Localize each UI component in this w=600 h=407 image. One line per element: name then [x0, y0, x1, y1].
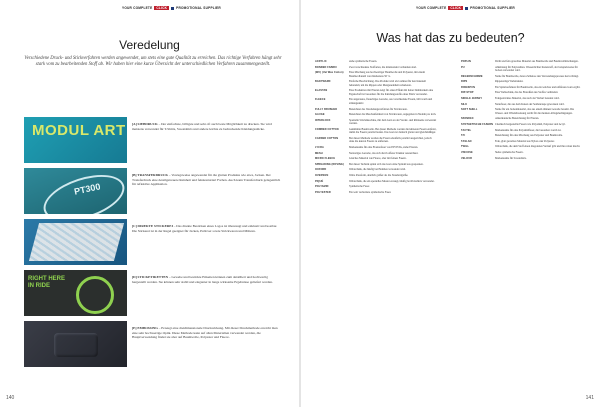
glossary-term: FLEECE	[315, 98, 326, 102]
header-post: PROMOTIONAL SUPPLIER	[470, 6, 515, 10]
glossary-definition: Webtechnik, die häufig bei Hemden verwendet wird.	[349, 168, 406, 172]
intro-text: Verschiedene Druck- und Stickverfahren werden angewendet, um stets eine gute Qualität zu erreichen. Das richtige Verfahren hängt sehr stark vom zu bearbeitenden Stoff ab. Wir haben hier eine kurze Übersicht der unterschiedlichen Verfahren zusammengestellt.	[24, 56, 282, 68]
glossary-term: OXFORD	[315, 168, 327, 172]
glossary-definition: Eine Mischung aus hochwertiger Baumwolle und Polyester, mit einem Baumwollanteil von mindestens 50 %.	[349, 71, 425, 78]
product-desc-e: [E] EMBOSSING – Erzeugt eine dreidimensionale Druckwirkung. Mit dieser Druckmethode erreicht man eine sehr hochwertige Optik. Diese Methode kann auf allen Materialien verwendet werden, die Hauptverwendung findet sie aber auf Baumwolle, Polyester und Fleece.	[132, 326, 278, 340]
glossary-term: REGENSCHIRME	[461, 74, 483, 78]
glossary-definition: Webtechnik, die ein spezielles Muster erzeugt, häufig bei Poloshirts verwendet.	[349, 179, 435, 183]
glossary-definition: Gleiches Material wie Fleece, aber mit feinen Fasern.	[349, 157, 407, 161]
glossary-entry	[461, 108, 583, 115]
glossary-entry	[315, 191, 437, 195]
glossary-entry	[461, 117, 583, 121]
glossary-term: ACRYLIC	[315, 60, 327, 63]
glossary-term: POLYAMID	[315, 185, 329, 189]
glossary-entry	[461, 66, 583, 73]
glossary-entry	[315, 168, 437, 172]
glossary-term: RINGSPUN	[461, 85, 475, 89]
header-tag: CLICK	[450, 6, 462, 10]
glossary-term: COMBED COTTON	[315, 127, 339, 131]
product-desc-b: [B] TRANSFERDRUCK – Vorzugsweise angewendet für die glatten Produkte wie etwa, Jacken. Der Transferdruck eine detailgetreuere Reinheit und feinkonturiert Farben. Auch kann Transferdruck gelegentlich für reflektive Applikation.	[132, 173, 281, 187]
glossary-term: SPANDEX	[461, 117, 474, 121]
glossary-term: POPLIN	[461, 60, 471, 63]
sticketiketten-print: RIGHT HERE IN RIDE	[28, 276, 66, 289]
glossary-definition: Einfache Beschichtung. Das Produkt wird als Laminat für den Innenteil behandelt, um die Rippen oder Mengeneinheit reduzieren.	[349, 80, 427, 87]
glossary-definition: Zwei verschiedene Stoffarten, die miteinander verbunden sind.	[349, 65, 417, 69]
product-desc-a: [A] SIEBDRUCK – Der einfachste, billigste und sehr oft auch beste Möglichkeit zu drucken. Sie wird meistens verwendet für T-Shirts, Sweatshirts und andere leichte zu bedruckende Kleidungsstücke.	[132, 122, 272, 131]
product-item-c	[24, 219, 282, 265]
glossary-definition: Markenname für eine Polyamidfaser, die besonders weich ist.	[495, 128, 562, 132]
glossary-entry	[315, 128, 437, 135]
product-item-e	[24, 321, 282, 367]
glossary-entry	[461, 86, 583, 90]
glossary-entry	[461, 80, 583, 84]
header-bar	[122, 6, 221, 10]
stickerei-image	[24, 219, 127, 265]
glossary-definition: Webtechnik, die dem Stoff einen diagonalen Verlauf gibt und ihn robust macht.	[495, 145, 581, 149]
glossary-definition: Feingestricktes Material, das nach der Webart benannt wird.	[495, 97, 560, 101]
glossary-definition: Bezeichnet das Veredelungsverfahren für Strickwaren.	[349, 107, 408, 111]
page-number-left: 140	[6, 395, 15, 401]
glossary-entry	[461, 91, 583, 95]
glossary-entry	[461, 145, 583, 149]
header-pre: YOUR COMPLETE	[122, 6, 153, 10]
glossary-column-1	[315, 60, 437, 196]
header-bar-right	[416, 6, 515, 10]
embossing-image	[24, 321, 127, 367]
glossary-entry	[315, 180, 437, 184]
glossary-term: LYCRA	[315, 146, 324, 150]
transferdruck-print: PT300	[73, 181, 102, 197]
glossary-term: ELASTAN	[315, 89, 328, 93]
glossary-term: FULLY BRUSHED	[315, 107, 338, 111]
glossary-term: (WC) (Vat Wax Cotton)	[315, 71, 344, 75]
product-item-b	[24, 168, 282, 214]
glossary-definition: Name für ein Jackenmaterial, das aus einem dünnen Gewebe besteht. Die Wasser- und Windabweisung reicht für die meisten Alltagsbedingungen.	[495, 108, 574, 115]
glossary-entry	[315, 108, 437, 112]
glossary-entry	[461, 140, 583, 144]
glossary-entry	[461, 151, 583, 155]
glossary-entry	[461, 157, 583, 161]
glossary-entry	[315, 98, 437, 105]
glossary-definition: Markenname für eine Elastanfaser von INVISTA, siehe Elastan.	[349, 146, 418, 150]
glossary-column-2	[461, 60, 583, 162]
glossary-entry	[315, 60, 437, 64]
product-desc-d: [D] STICKETIKETTEN – Gewebe und bestickte Etiketten können zum detailliert und hochwertig hergestellt werden. Sie können sehr stabil und eleganter in lange wirksame Ergebnisse geliefert werden.	[132, 275, 273, 284]
k-logo	[76, 276, 114, 314]
glossary-entry	[315, 66, 437, 70]
glossary-term: MESH	[315, 151, 323, 155]
glossary-entry	[461, 134, 583, 138]
glossary-definition: Ein Spinnverfahren für Baumwolle, das ein weiches und reißfestes Garn ergibt.	[495, 85, 581, 89]
product-item-d	[24, 270, 282, 316]
glossary-term: VELOUR	[461, 156, 473, 160]
glossary-term: SPREADING (ROVING)	[315, 162, 344, 166]
header-square	[465, 7, 468, 10]
glossary-entry	[461, 123, 583, 127]
glossary-term: SILK	[461, 102, 468, 106]
product-desc-c: [C] DIREKTE STICKEREI – Das direkte Besticken eines Logos ist überzeugt und exklusiv und kostbar. Die Stickerei ist in der Regel geeignet für Jacken, Pullover sowie Strickwaren und Mützen.	[132, 224, 278, 233]
glossary-entry	[315, 163, 437, 167]
header-post: PROMOTIONAL SUPPLIER	[176, 6, 221, 10]
glossary-definition: Eine Produktion mit Elastan zeigt für einen Effekt mit hoher Dehnbarkeit eine Eigenschaft ist besonders für die Kleidungsstoffe eines Shirts verwendet.	[349, 89, 434, 96]
glossary-term: SYNTHETISCHE FASERN	[461, 122, 494, 126]
glossary-entry	[315, 174, 437, 178]
siebdruck-image	[24, 117, 127, 163]
product-item-a	[24, 117, 282, 163]
glossary-term: SOFT SHELL	[461, 108, 478, 112]
glossary-definition: Rippenartige Webstruktur.	[495, 80, 524, 84]
glossary-entry	[461, 60, 583, 64]
page-title: Veredelung	[119, 38, 180, 52]
glossary-definition: Ein angerautes, flauschiges Gewebe, aus verschiedene Fasern, hält warm und atmungsaktiv.	[349, 98, 433, 105]
glossary-definition: Naturfaser, die aus dem Kokon der Seidenraupe gewonnen wird.	[495, 102, 565, 106]
glossary-entry	[315, 71, 437, 78]
glossary-term: BONDED FABRIC	[315, 65, 338, 69]
glossary-definition: Chemisch hergestellte Fasern wie Polyamid, Polyester und Acryl.	[495, 122, 566, 126]
glossary-entry	[315, 89, 437, 96]
glossary-title: Was hat das zu bedeuten?	[376, 31, 525, 45]
glossary-definition: Markenname für Sweatshirts.	[495, 156, 527, 160]
glossary-definition: siehe synthetische Fasern.	[349, 60, 377, 63]
glossary-entry	[315, 80, 437, 87]
glossary-entry	[315, 137, 437, 144]
glossary-definition: Bezeichnung für eine Mischung aus Polyester und Baumwolle.	[495, 134, 563, 138]
glossary-definition: Name für Baumwolle, deren Zellulose den Verwendungsprozess hervorbringt.	[495, 74, 579, 78]
glossary-entry	[315, 152, 437, 156]
glossary-term: VISCOSE	[461, 150, 473, 154]
glossary-term: RIPS	[461, 80, 468, 84]
glossary-term: TACTEL	[461, 128, 472, 132]
siebdruck-print: MODUL ART	[32, 122, 126, 139]
glossary-term: OVERSIZE	[315, 174, 329, 177]
glossary-entry	[461, 103, 583, 107]
glossary-definition: Eine Webtechnik, die das Einreißen des Stoffes verhindert.	[495, 91, 559, 95]
glossary-definition: Siehe synthetische Fasern.	[495, 150, 524, 154]
glossary-term: SINGLE JERSEY	[461, 97, 483, 101]
glossary-term: PIQUÉ	[315, 179, 324, 183]
glossary-term: MICRO FLEECE	[315, 157, 336, 161]
glossary-definition: Spezielle Strickmaschine, mit dem Garn an der Vorder- und Rückseite verwendet werden.	[349, 118, 437, 126]
glossary-definition: Weite Passform, deutlich größer als die Standardgröße.	[349, 174, 409, 177]
glossary-term: POLYESTER	[315, 190, 331, 194]
left-page	[0, 0, 299, 407]
glossary-entry	[461, 97, 583, 101]
glossary-definition: Bezeichnet die Maschenfeinheit von Strickwaren, angegeben in Nadeln pro inch.	[349, 113, 437, 117]
glossary-definition: Fein, glatt gewebtes Material aus Nylon oder Polyester.	[495, 139, 555, 143]
glossary-entry	[461, 129, 583, 133]
transferdruck-image	[24, 168, 127, 214]
sticketiketten-image	[24, 270, 127, 316]
glossary-definition: Dicht und fein gewebtes Material aus Baumwolle und Baumwollmischungen.	[495, 60, 579, 63]
glossary-entry	[315, 185, 437, 189]
glossary-entry	[315, 157, 437, 161]
glossary-definition: Bei dieser Methode werden die Fasern ebenfalls parallel ausgerichtet, jedoch ohne die kurzen Fasern zu entfernen.	[349, 136, 432, 144]
glossary-term: TWILL	[461, 145, 470, 149]
glossary-term: T/C	[461, 134, 466, 138]
glossary-term: BANYWARD	[315, 80, 331, 84]
right-page	[301, 0, 600, 407]
glossary-term: GAUGE	[315, 113, 325, 117]
glossary-entry	[315, 113, 437, 117]
glossary-term: RIP-STOP	[461, 91, 474, 95]
glossary-definition: Bei dieser Technik spinnt sich das Garn ohne Spindel aus gesponnen.	[349, 162, 424, 166]
glossary-entry	[461, 75, 583, 79]
glossary-definition: Netzartiges Gewebe, das sich durch offene Struktur auszeichnet.	[349, 151, 419, 155]
glossary-definition: Synthetische Faser.	[349, 185, 370, 189]
glossary-entry	[315, 146, 437, 150]
glossary-term: PU	[461, 65, 465, 69]
glossary-entry	[315, 119, 437, 126]
glossary-term: CARDED COTTON	[315, 136, 339, 140]
glossary-definition: Ein weit verbreitete synthetische Faser.	[349, 190, 392, 194]
header-square	[171, 7, 174, 10]
header-tag: CLICK	[156, 6, 168, 10]
glossary-definition: Gekämmte Baumwolle. Bei dieser Methode werden die kürzeren Fasern entfernt, damit die Fasern parallel laufen. Das Garn ist dadurch glatter und gleichmäßiger.	[349, 127, 437, 135]
page-number-right: 141	[585, 395, 594, 401]
glossary-definition: Abkürzung für Polyurethan. Wasserdichter Kunststoff, der beispielsweise für Jacken verwendet wird.	[495, 65, 578, 73]
header-pre: YOUR COMPLETE	[416, 6, 447, 10]
glossary-definition: Amerikanische Bezeichnung für Elastan.	[495, 117, 540, 121]
glossary-term: TASLAN	[461, 139, 472, 143]
glossary-term: INTERLOCK	[315, 118, 331, 122]
